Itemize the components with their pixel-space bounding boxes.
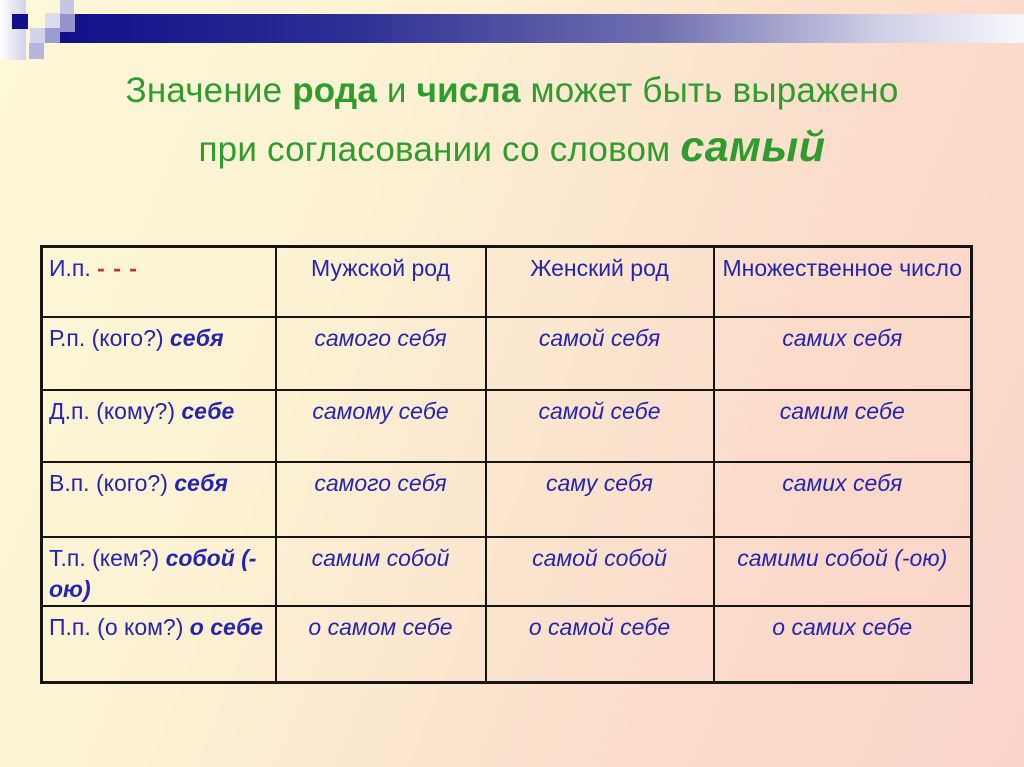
case-cell [42, 317, 276, 390]
deco-square [60, 0, 74, 14]
masculine-cell: самого себя [276, 462, 486, 537]
case-cell [42, 462, 276, 537]
feminine-cell: о самой себе [486, 606, 714, 683]
masculine-cell: самого себя [276, 317, 486, 390]
pronoun: себя [174, 469, 228, 496]
pronoun: о себе [189, 613, 264, 640]
deco-gradient-bar [60, 14, 1024, 43]
title-text: Значение [125, 71, 293, 110]
case-label: П.п. (о ком?) [49, 613, 190, 640]
feminine-cell: самой себя [486, 317, 714, 390]
table-row-genitive [42, 317, 972, 390]
table-header-row [42, 247, 972, 317]
plural-cell: самим себе [714, 390, 972, 462]
dashes: - - - [97, 255, 138, 281]
header-nominative-cell [42, 247, 276, 317]
case-label: И.п. [49, 255, 98, 281]
deco-square [60, 14, 75, 32]
deco-square [45, 28, 60, 43]
title-text: может быть выражено [520, 71, 899, 110]
feminine-cell: самой себе [486, 390, 714, 462]
title-line-2 [20, 119, 1004, 178]
table-row-prepositional [42, 606, 972, 683]
case-label: В.п. (кого?) [49, 469, 175, 496]
table-row-accusative [42, 462, 972, 537]
masculine-cell: самим собой [276, 537, 486, 606]
slide-title [20, 62, 1004, 178]
pronoun: себя [169, 324, 224, 351]
case-cell [42, 537, 276, 606]
table-row-instrumental [42, 537, 972, 606]
case-label: Д.п. (кому?) [49, 397, 182, 424]
deco-left-strip [0, 0, 26, 60]
deco-square-navy [12, 14, 28, 29]
feminine-cell: саму себя [486, 462, 714, 537]
plural-cell: самих себя [714, 317, 972, 390]
plural-cell: самими собой (-ою) [714, 537, 972, 606]
case-label: Р.п. (кого?) [49, 324, 170, 351]
title-text: и [377, 71, 417, 110]
pronoun: себе [181, 397, 235, 424]
header-plural: Множественное число [714, 247, 972, 317]
plural-cell: самих себя [714, 462, 972, 537]
case-cell [42, 390, 276, 462]
masculine-cell: о самом себе [276, 606, 486, 683]
title-line-1 [20, 62, 1004, 119]
title-emphasis-word: самый [680, 123, 826, 171]
masculine-cell: самому себе [276, 390, 486, 462]
deco-square [30, 28, 45, 43]
title-keyword-number: числа [416, 71, 521, 110]
header-masculine: Мужской род [276, 247, 486, 317]
declension-table [40, 245, 973, 684]
case-label: Т.п. (кем?) [49, 544, 166, 571]
feminine-cell: самой собой [486, 537, 714, 606]
pronoun: собой (-ою) [49, 544, 257, 602]
case-cell [42, 606, 276, 683]
deco-square [29, 43, 44, 59]
title-keyword-gender: рода [292, 71, 377, 110]
plural-cell: о самих себе [714, 606, 972, 683]
table-row-dative [42, 390, 972, 462]
title-text: при согласовании со словом [198, 130, 681, 169]
header-feminine: Женский род [486, 247, 714, 317]
